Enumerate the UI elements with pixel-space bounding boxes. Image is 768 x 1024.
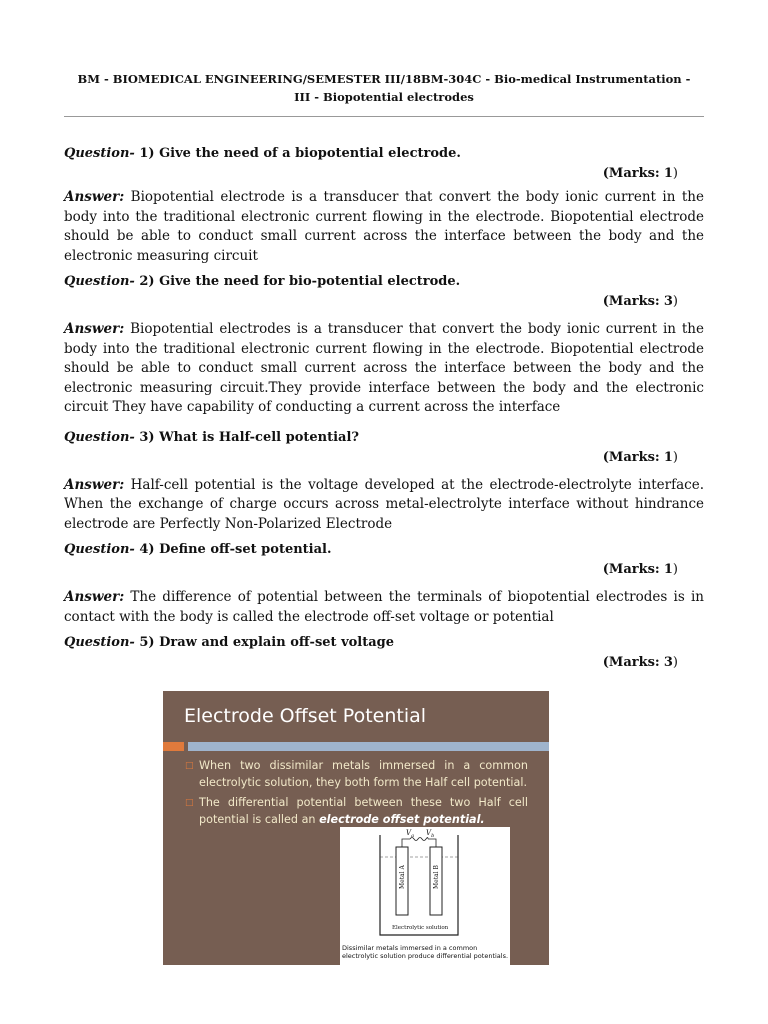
electrode-diagram <box>340 827 510 965</box>
slide-bullet-2: □ The differential potential between these two Half cell potential is called an electrode offset potential. <box>185 795 528 828</box>
electrode-diagram-svg <box>340 827 510 945</box>
marks-3: (Marks: 1) <box>602 449 678 465</box>
question-list <box>64 144 704 679</box>
question-block-4 <box>64 540 704 627</box>
question-5: Question- 5) Draw and explain off-set voltage <box>64 635 395 650</box>
lead-a <box>402 839 410 847</box>
header-divider <box>64 116 704 117</box>
solution-label: Electrolytic solution <box>392 925 449 931</box>
marks-2: (Marks: 3) <box>602 294 678 309</box>
bullet-square-icon: □ <box>185 798 194 808</box>
header-line-1: BM - BIOMEDICAL ENGINEERING/SEMESTER III/18BM-304C - Bio-medical Instrumentation - <box>77 72 691 86</box>
va-label: $V_a$ <box>406 829 415 839</box>
bullet-square-icon: □ <box>185 761 194 771</box>
answer-1: Answer: Biopotential electrode is a transducer that convert the body ionic current in the body into the traditional electronic current flowing in the electrode. Biopotential electrode should be able to conduct small current across the interface between the body and the electronic measuring circuit <box>64 189 704 264</box>
slide-accent-bar-blue <box>188 742 549 751</box>
offset-potential-slide <box>163 691 549 965</box>
question-4: Question- 4) Define off-set potential. <box>64 542 332 557</box>
question-block-2 <box>64 272 704 418</box>
answer-2: Answer: Biopotential electrodes is a transducer that convert the body ionic current in the body into the traditional electronic current flowing in the electrode. Biopotential electrode should be able to conduct small current across the interface between the body and the electronic measuring circuit.They provide interface between the body and the electronic circuit They have capability of conducting a current across the interface <box>64 321 704 415</box>
vb-label: $V_b$ <box>426 829 435 839</box>
electrolyte-container <box>380 835 458 935</box>
question-3: Question- 3) What is Half-cell potential? <box>64 429 360 445</box>
marks-5: (Marks: 3) <box>602 655 678 670</box>
metal-a-label: Metal A <box>399 865 406 889</box>
slide-bullet-1: □ When two dissimilar metals immersed in a common electrolytic solution, they both form the Half cell potential. <box>185 758 528 791</box>
question-1: Question- 1) Give the need of a biopotential electrode. <box>64 146 461 161</box>
slide-title: Electrode Offset Potential <box>184 705 427 727</box>
question-block-1 <box>64 144 704 266</box>
question-2: Question- 2) Give the need for bio-potential electrode. <box>64 274 461 289</box>
metal-b-label: Metal B <box>433 865 440 889</box>
marks-4: (Marks: 1) <box>602 562 678 577</box>
slide-bullets <box>185 758 528 832</box>
answer-4: Answer: The difference of potential between the terminals of biopotential electrodes is in contact with the body is called the electrode off-set voltage or potential <box>64 589 704 625</box>
document-header <box>64 70 704 106</box>
lead-b <box>428 839 436 847</box>
question-block-5 <box>64 633 704 673</box>
header-line-2: III - Biopotential electrodes <box>294 90 474 104</box>
figure-caption: Dissimilar metals immersed in a common electrolytic solution produce differential potentials. <box>342 944 509 960</box>
question-block-3 <box>64 428 704 535</box>
marks-1: (Marks: 1) <box>602 166 678 181</box>
slide-accent-bar-orange <box>163 742 184 751</box>
answer-3: Answer: Half-cell potential is the voltage developed at the electrode-electrolyte interface. When the exchange of charge occurs across metal-electrolyte interface without hindrance electrode are Perfectly Non-Polarized Electrode <box>64 476 704 532</box>
